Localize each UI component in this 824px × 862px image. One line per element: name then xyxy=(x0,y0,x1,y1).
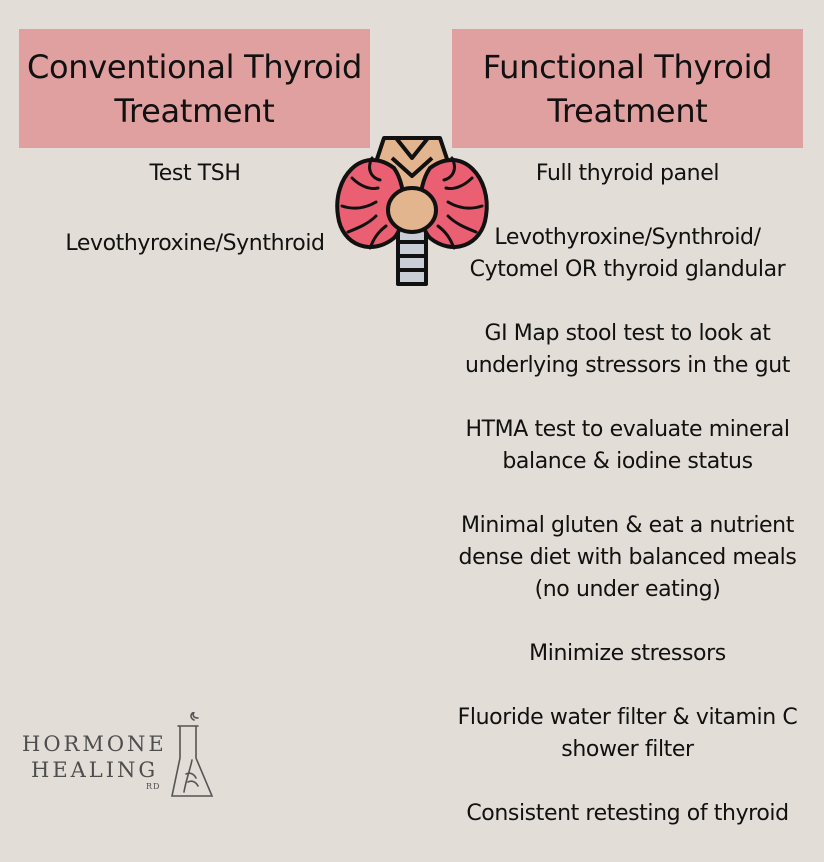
functional-header-line: Functional Thyroid xyxy=(482,47,773,86)
item-line: Cytomel OR thyroid glandular xyxy=(469,257,786,282)
functional-item xyxy=(452,702,803,766)
item-line: GI Map stool test to look at xyxy=(484,321,771,346)
logo-line-rd: RD xyxy=(146,782,161,791)
item-line: dense diet with balanced meals xyxy=(458,545,797,570)
conventional-list xyxy=(30,158,360,298)
functional-header xyxy=(452,29,803,148)
item-line: Levothyroxine/Synthroid/ xyxy=(494,225,761,250)
item-line: Minimize stressors xyxy=(529,641,726,666)
functional-list xyxy=(452,158,803,862)
conventional-item xyxy=(30,158,360,190)
functional-header-line: Treatment xyxy=(547,91,708,130)
item-line: HTMA test to evaluate mineral xyxy=(465,417,790,442)
logo-line-hormone: HORMONE xyxy=(22,732,167,756)
functional-item xyxy=(452,414,803,478)
item-line: balance & iodine status xyxy=(502,449,753,474)
functional-item xyxy=(452,318,803,382)
item-line: Levothyroxine/Synthroid xyxy=(65,231,325,256)
thyroid-icon xyxy=(332,128,492,290)
item-line: Full thyroid panel xyxy=(535,161,720,186)
item-line: Fluoride water filter & vitamin C xyxy=(457,705,798,730)
conventional-item xyxy=(30,228,360,260)
conventional-header-line: Treatment xyxy=(114,91,275,130)
functional-item xyxy=(452,510,803,606)
functional-item xyxy=(452,158,803,190)
conventional-header-line: Conventional Thyroid xyxy=(26,47,363,86)
functional-item xyxy=(452,798,803,830)
brand-logo xyxy=(20,712,220,802)
item-line: (no under eating) xyxy=(534,577,721,602)
item-line: shower filter xyxy=(561,737,694,762)
item-line: underlying stressors in the gut xyxy=(465,353,790,378)
item-line: Minimal gluten & eat a nutrient xyxy=(461,513,794,538)
item-line: Test TSH xyxy=(149,161,241,186)
functional-item xyxy=(452,222,803,286)
conventional-header xyxy=(19,29,370,148)
item-line: Consistent retesting of thyroid xyxy=(466,801,789,826)
functional-item xyxy=(452,638,803,670)
flask-icon xyxy=(170,712,214,800)
logo-line-healing: HEALING xyxy=(31,758,159,782)
